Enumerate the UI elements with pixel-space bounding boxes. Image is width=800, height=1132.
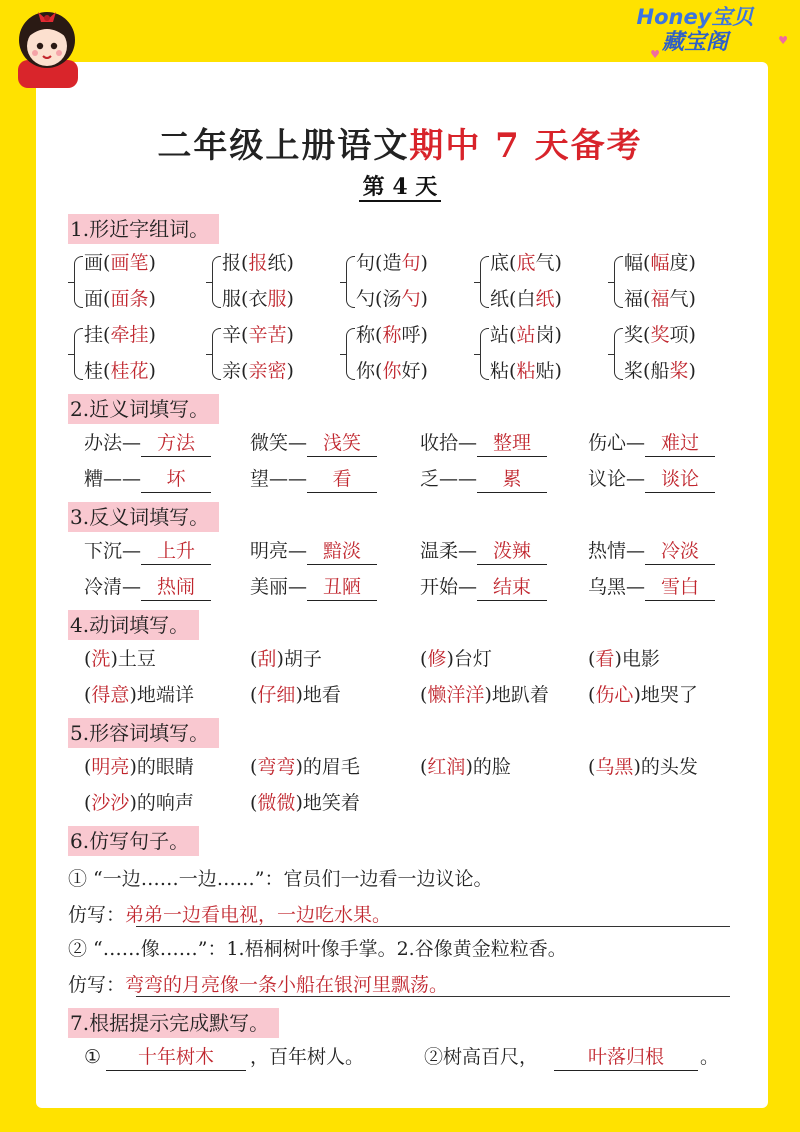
paren: )	[420, 324, 428, 346]
given-word: 收拾—	[420, 432, 478, 454]
phrase-cell	[588, 680, 698, 710]
word-item	[624, 320, 696, 350]
phrase-item	[0, 680, 800, 710]
brace-icon	[480, 256, 489, 308]
section-heading: 1.形近字组词。	[68, 214, 219, 244]
paren: (	[375, 252, 383, 274]
dictation-text-1: ，百年树人。	[250, 1046, 365, 1068]
answer: 微微	[257, 792, 296, 814]
dictation-text-2: ②树高百尺，	[424, 1046, 539, 1068]
answer: 刮	[257, 648, 277, 670]
phrase-text: 台灯	[453, 648, 492, 670]
prefix: 造	[382, 252, 402, 274]
paren: )	[688, 360, 696, 382]
paren: )	[148, 324, 156, 346]
base-char: 福	[624, 288, 644, 310]
paren: )	[148, 288, 156, 310]
paren: )	[688, 252, 696, 274]
fill-cell	[588, 428, 715, 458]
base-char: 粘	[490, 360, 510, 382]
paren: )	[129, 792, 137, 814]
answer: 桨	[669, 360, 689, 382]
paren: )	[614, 648, 622, 670]
paren: (	[84, 684, 92, 706]
base-char: 桂	[84, 360, 104, 382]
fill-item	[0, 464, 800, 494]
paren: (	[588, 756, 596, 778]
base-char: 面	[84, 288, 104, 310]
phrase-text: 电影	[621, 648, 660, 670]
dictation-text-3: 。	[700, 1046, 720, 1068]
paren: (	[509, 324, 517, 346]
brand-line1: Honey宝贝	[636, 5, 754, 29]
given-word: 热情—	[588, 540, 646, 562]
answer-line	[136, 996, 730, 997]
given-word: 温柔—	[420, 540, 478, 562]
base-char: 辛	[222, 324, 242, 346]
base-char: 称	[356, 324, 376, 346]
paren: (	[241, 360, 249, 382]
phrase-item	[0, 752, 800, 782]
dictation-row	[0, 1042, 800, 1072]
phrase-text: 地看	[302, 684, 341, 706]
paren: (	[250, 756, 258, 778]
given-word: 议论—	[588, 468, 646, 490]
given-word: 明亮—	[250, 540, 308, 562]
paren: (	[643, 252, 651, 274]
answer: 亲密	[248, 360, 287, 382]
phrase-text: 地哭了	[640, 684, 698, 706]
fill-item	[0, 428, 800, 458]
base-char: 句	[356, 252, 376, 274]
dictation-answer-1: 十年树木	[106, 1042, 246, 1072]
fill-cell	[588, 464, 715, 494]
answer: 粘	[516, 360, 536, 382]
answer: 勺	[401, 288, 421, 310]
phrase-item	[0, 788, 800, 818]
word-item	[624, 356, 696, 386]
brace-icon	[614, 256, 623, 308]
imitation-answer: 弟弟一边看电视，一边吃水果。	[125, 904, 392, 926]
word-pair-item	[0, 284, 800, 314]
imitation-answer: 弯弯的月亮像一条小船在银河里飘荡。	[125, 974, 449, 996]
suffix: 纸	[267, 252, 287, 274]
paren: (	[375, 360, 383, 382]
paren: (	[588, 684, 596, 706]
phrase-cell	[588, 644, 660, 674]
paren: )	[295, 792, 303, 814]
paren: )	[554, 324, 562, 346]
brace-icon	[480, 328, 489, 380]
fill-answer: 坏	[141, 466, 211, 493]
paren: (	[375, 288, 383, 310]
fill-answer: 泼辣	[477, 538, 547, 565]
paren: (	[103, 360, 111, 382]
suffix: 项	[669, 324, 689, 346]
answer: 幅	[650, 252, 670, 274]
paren: (	[103, 252, 111, 274]
brace-icon	[74, 328, 83, 380]
paren: )	[554, 288, 562, 310]
fill-answer: 上升	[141, 538, 211, 565]
phrase-item	[0, 644, 800, 674]
given-word: 糟——	[84, 468, 142, 490]
section-heading: 6.仿写句子。	[68, 826, 199, 856]
paren: )	[554, 360, 562, 382]
answer: 纸	[535, 288, 555, 310]
paren: )	[286, 252, 294, 274]
given-word: 美丽—	[250, 576, 308, 598]
suffix: 呼	[401, 324, 421, 346]
paren: (	[509, 252, 517, 274]
answer: 修	[427, 648, 447, 670]
answer: 报	[248, 252, 268, 274]
paren: (	[509, 288, 517, 310]
paren: (	[103, 324, 111, 346]
title-red: 期中 7 天备考	[409, 126, 643, 166]
brand-logo	[620, 4, 770, 60]
brace-icon	[212, 328, 221, 380]
answer: 红润	[427, 756, 466, 778]
fill-answer: 浅笑	[307, 430, 377, 457]
prefix: 白	[516, 288, 536, 310]
given-word: 冷清—	[84, 576, 142, 598]
phrase-text: 的头发	[640, 756, 698, 778]
base-char: 你	[356, 360, 376, 382]
answer: 弯弯	[257, 756, 296, 778]
fill-cell	[588, 536, 715, 566]
heart-icon: ♥	[778, 34, 788, 47]
answer: 伤心	[595, 684, 634, 706]
paren: )	[286, 288, 294, 310]
item-number: ①	[84, 1046, 102, 1068]
phrase-cell	[588, 752, 698, 782]
suffix: 好	[401, 360, 421, 382]
fill-answer: 难过	[645, 430, 715, 457]
paren: )	[148, 360, 156, 382]
section-heading: 4.动词填写。	[68, 610, 199, 640]
paren: (	[250, 792, 258, 814]
prompt-1: ① “一边……一边……”：官员们一边看一边议论。	[68, 868, 493, 890]
fill-answer: 黯淡	[307, 538, 377, 565]
fill-cell	[588, 572, 715, 602]
paren: (	[643, 324, 651, 346]
paren: (	[643, 288, 651, 310]
paren: )	[446, 648, 454, 670]
paren: )	[129, 756, 137, 778]
paren: )	[688, 288, 696, 310]
answer: 称	[382, 324, 402, 346]
day-label: 第 4 天	[0, 170, 800, 201]
phrase-text: 的眉毛	[302, 756, 360, 778]
answer: 站	[516, 324, 536, 346]
paren: (	[420, 684, 428, 706]
base-char: 纸	[490, 288, 510, 310]
word-pair-item	[0, 248, 800, 278]
paren: (	[84, 648, 92, 670]
base-char: 站	[490, 324, 510, 346]
brand-line2: 藏宝阁	[661, 30, 728, 55]
answer: 沙沙	[91, 792, 130, 814]
fill-answer: 雪白	[645, 574, 715, 601]
paren: )	[276, 648, 284, 670]
answer: 画笔	[110, 252, 149, 274]
phrase-text: 地趴着	[491, 684, 549, 706]
given-word: 乌黑—	[588, 576, 646, 598]
paren: (	[588, 648, 596, 670]
phrase-text: 地笑着	[302, 792, 360, 814]
page-title	[0, 118, 800, 167]
paren: (	[250, 684, 258, 706]
base-char: 奖	[624, 324, 644, 346]
given-word: 下沉—	[84, 540, 142, 562]
paren: )	[420, 360, 428, 382]
paren: (	[375, 324, 383, 346]
base-char: 勺	[356, 288, 376, 310]
prompt-2: ② “……像……”：1.梧桐树叶像手掌。2.谷像黄金粒粒香。	[68, 938, 567, 960]
section-heading: 5.形容词填写。	[68, 718, 219, 748]
word-pair-item	[0, 320, 800, 350]
fill-answer: 谈论	[645, 466, 715, 493]
fill-item	[0, 572, 800, 602]
fill-answer: 冷淡	[645, 538, 715, 565]
paren: )	[148, 252, 156, 274]
paren: )	[554, 252, 562, 274]
paren: (	[84, 792, 92, 814]
answer: 仔细	[257, 684, 296, 706]
fill-answer: 丑陋	[307, 574, 377, 601]
given-word: 伤心—	[588, 432, 646, 454]
fill-answer: 热闹	[141, 574, 211, 601]
answer: 福	[650, 288, 670, 310]
answer: 得意	[91, 684, 130, 706]
answer: 洗	[91, 648, 111, 670]
paren: )	[129, 684, 137, 706]
phrase-text: 地端详	[136, 684, 194, 706]
paren: )	[286, 324, 294, 346]
paren: )	[420, 288, 428, 310]
word-pair-item	[0, 356, 800, 386]
base-char: 画	[84, 252, 104, 274]
paren: (	[250, 648, 258, 670]
phrase-text: 胡子	[283, 648, 322, 670]
fill-answer: 结束	[477, 574, 547, 601]
fill-answer: 方法	[141, 430, 211, 457]
phrase-cell	[250, 788, 360, 818]
suffix: 岗	[535, 324, 555, 346]
paren: (	[509, 360, 517, 382]
base-char: 挂	[84, 324, 104, 346]
base-char: 幅	[624, 252, 644, 274]
answer: 句	[401, 252, 421, 274]
suffix: 贴	[535, 360, 555, 382]
paren: (	[420, 756, 428, 778]
paren: (	[241, 288, 249, 310]
paren: )	[633, 684, 641, 706]
brace-icon	[614, 328, 623, 380]
answer: 懒洋洋	[427, 684, 485, 706]
given-word: 乏——	[420, 468, 478, 490]
base-char: 服	[222, 288, 242, 310]
paren: )	[633, 756, 641, 778]
paren: (	[420, 648, 428, 670]
section-heading: 7.根据提示完成默写。	[68, 1008, 279, 1038]
fill-answer: 看	[307, 466, 377, 493]
paren: )	[295, 756, 303, 778]
base-char: 亲	[222, 360, 242, 382]
prefix: 汤	[382, 288, 402, 310]
girl-mascot-icon	[8, 0, 86, 88]
paren: (	[241, 252, 249, 274]
suffix: 度	[669, 252, 689, 274]
dictation-answer-2: 叶落归根	[554, 1042, 698, 1072]
title-black: 二年级上册语文	[157, 126, 410, 166]
base-char: 报	[222, 252, 242, 274]
given-word: 开始—	[420, 576, 478, 598]
paren: )	[295, 684, 303, 706]
answer: 奖	[650, 324, 670, 346]
brace-icon	[346, 328, 355, 380]
prefix: 船	[650, 360, 670, 382]
brace-icon	[346, 256, 355, 308]
answer: 明亮	[91, 756, 130, 778]
base-char: 底	[490, 252, 510, 274]
answer: 你	[382, 360, 402, 382]
given-word: 望——	[250, 468, 308, 490]
paren: (	[84, 756, 92, 778]
paren: (	[103, 288, 111, 310]
brace-icon	[212, 256, 221, 308]
answer: 乌黑	[595, 756, 634, 778]
answer: 服	[267, 288, 287, 310]
suffix: 气	[535, 252, 555, 274]
answer: 看	[595, 648, 615, 670]
paren: (	[241, 324, 249, 346]
answer: 牵挂	[110, 324, 149, 346]
given-word: 办法—	[84, 432, 142, 454]
paren: )	[420, 252, 428, 274]
paren: )	[465, 756, 473, 778]
imitation-1: 仿写：弟弟一边看电视，一边吃水果。	[68, 904, 392, 926]
paren: )	[110, 648, 118, 670]
given-word: 微笑—	[250, 432, 308, 454]
fill-item	[0, 536, 800, 566]
phrase-text: 的响声	[136, 792, 194, 814]
answer: 桂花	[110, 360, 149, 382]
suffix: 气	[669, 288, 689, 310]
phrase-text: 的眼睛	[136, 756, 194, 778]
phrase-text: 的脸	[472, 756, 511, 778]
imitation-2: 仿写：弯弯的月亮像一条小船在银河里飘荡。	[68, 974, 449, 996]
paren: )	[484, 684, 492, 706]
word-item	[624, 248, 696, 278]
paren: (	[643, 360, 651, 382]
answer: 底	[516, 252, 536, 274]
paren: )	[688, 324, 696, 346]
phrase-text: 土豆	[117, 648, 156, 670]
answer-line	[136, 926, 730, 927]
base-char: 桨	[624, 360, 644, 382]
section-heading: 3.反义词填写。	[68, 502, 219, 532]
brace-icon	[74, 256, 83, 308]
answer: 辛苦	[248, 324, 287, 346]
fill-answer: 累	[477, 466, 547, 493]
word-item	[624, 284, 696, 314]
answer: 面条	[110, 288, 149, 310]
prefix: 衣	[248, 288, 268, 310]
fill-answer: 整理	[477, 430, 547, 457]
section-heading: 2.近义词填写。	[68, 394, 219, 424]
heart-icon: ♥	[650, 48, 660, 61]
paren: )	[286, 360, 294, 382]
